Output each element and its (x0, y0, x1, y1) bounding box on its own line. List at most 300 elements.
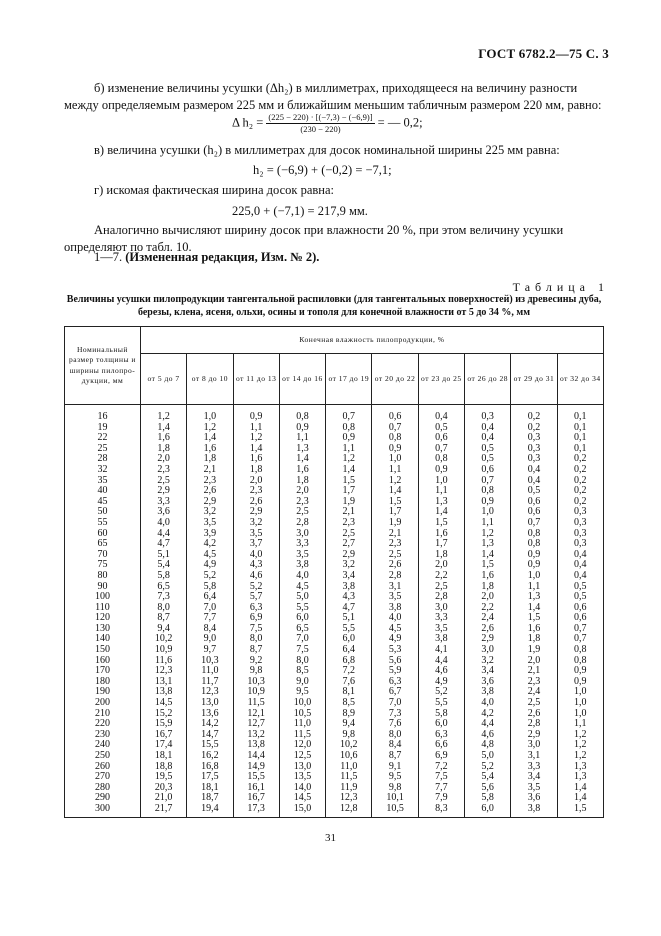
shrinkage-cell: 4,9 (187, 560, 233, 571)
shrinkage-cell: 2,3 (187, 476, 233, 487)
shrinkage-cell: 1,8 (233, 465, 279, 476)
shrinkage-cell: 0,9 (511, 550, 557, 561)
shrinkage-cell: 5,5 (326, 624, 372, 635)
shrinkage-cell: 17,5 (187, 772, 233, 783)
shrinkage-cell: 6,3 (233, 603, 279, 614)
shrinkage-cell: 1,5 (418, 518, 464, 529)
shrinkage-cell: 0,2 (511, 423, 557, 434)
shrinkage-cell: 0,6 (372, 405, 418, 423)
shrinkage-cell: 5,0 (279, 592, 325, 603)
shrinkage-cell: 6,4 (187, 592, 233, 603)
shrinkage-cell: 4,0 (279, 571, 325, 582)
shrinkage-cell: 0,4 (511, 465, 557, 476)
shrinkage-cell: 0,3 (511, 444, 557, 455)
shrinkage-cell: 9,4 (140, 624, 186, 635)
col-header-moisture: от 32 до 34 (557, 354, 603, 405)
shrinkage-cell: 10,9 (233, 687, 279, 698)
shrinkage-cell: 0,9 (418, 465, 464, 476)
col-header-moisture: от 17 до 19 (326, 354, 372, 405)
shrinkage-cell: 1,5 (372, 497, 418, 508)
shrinkage-cell: 21,7 (140, 804, 186, 817)
shrinkage-cell: 1,3 (465, 539, 511, 550)
shrinkage-cell: 5,8 (465, 793, 511, 804)
shrinkage-cell: 3,7 (233, 539, 279, 550)
shrinkage-cell: 13,8 (140, 687, 186, 698)
shrinkage-cell: 8,7 (140, 613, 186, 624)
shrinkage-cell: 8,0 (233, 634, 279, 645)
shrinkage-cell: 1,0 (511, 571, 557, 582)
shrinkage-cell: 15,0 (279, 804, 325, 817)
shrinkage-cell: 3,3 (279, 539, 325, 550)
shrinkage-cell: 1,4 (418, 507, 464, 518)
table-row (65, 444, 604, 455)
shrinkage-cell: 0,9 (465, 497, 511, 508)
shrinkage-cell: 4,0 (465, 698, 511, 709)
shrinkage-cell: 9,8 (372, 783, 418, 794)
shrinkage-cell: 4,0 (140, 518, 186, 529)
shrinkage-cell: 6,8 (326, 656, 372, 667)
shrinkage-cell: 2,5 (326, 529, 372, 540)
shrinkage-cell: 0,9 (557, 677, 603, 688)
shrinkage-cell: 2,5 (511, 698, 557, 709)
size-cell: 80 (65, 571, 141, 582)
table-row (65, 582, 604, 593)
shrinkage-cell: 6,0 (279, 613, 325, 624)
shrinkage-cell: 5,1 (140, 550, 186, 561)
shrinkage-cell: 12,8 (326, 804, 372, 817)
shrinkage-cell: 19,5 (140, 772, 186, 783)
shrinkage-cell: 10,1 (372, 793, 418, 804)
size-cell: 170 (65, 666, 141, 677)
table-row (65, 783, 604, 794)
shrinkage-cell: 3,0 (418, 603, 464, 614)
shrinkage-cell: 2,3 (326, 518, 372, 529)
formula-delta-rhs: = — 0,2; (374, 115, 423, 130)
shrinkage-cell: 7,7 (187, 613, 233, 624)
page-number: 31 (325, 832, 336, 844)
shrinkage-cell: 1,2 (557, 730, 603, 741)
shrinkage-cell: 1,5 (465, 560, 511, 571)
shrinkage-cell: 4,4 (140, 529, 186, 540)
shrinkage-cell: 7,7 (418, 783, 464, 794)
shrinkage-cell: 8,0 (279, 656, 325, 667)
shrinkage-cell: 16,7 (233, 793, 279, 804)
shrinkage-cell: 3,8 (465, 687, 511, 698)
shrinkage-cell: 1,7 (418, 539, 464, 550)
shrinkage-cell: 2,9 (511, 730, 557, 741)
size-cell: 290 (65, 793, 141, 804)
shrinkage-cell: 2,9 (465, 634, 511, 645)
shrinkage-cell: 11,7 (187, 677, 233, 688)
shrinkage-cell: 0,7 (326, 405, 372, 423)
shrinkage-cell: 10,5 (279, 709, 325, 720)
shrinkage-cell: 2,4 (465, 613, 511, 624)
col-header-moisture: от 20 до 22 (372, 354, 418, 405)
size-cell: 230 (65, 730, 141, 741)
shrinkage-cell: 0,9 (233, 405, 279, 423)
shrinkage-cell: 5,8 (187, 582, 233, 593)
shrinkage-cell: 5,5 (279, 603, 325, 614)
shrinkage-cell: 7,3 (140, 592, 186, 603)
shrinkage-cell: 8,9 (326, 709, 372, 720)
shrinkage-cell: 5,3 (372, 645, 418, 656)
shrinkage-cell: 2,9 (233, 507, 279, 518)
shrinkage-cell: 8,4 (187, 624, 233, 635)
shrinkage-cell: 0,1 (557, 405, 603, 423)
paragraph-g: г) искомая фактическая ширина досок равна: (94, 183, 335, 197)
shrinkage-cell: 2,2 (418, 571, 464, 582)
shrinkage-cell: 3,8 (279, 560, 325, 571)
shrinkage-cell: 2,9 (140, 486, 186, 497)
shrinkage-cell: 1,3 (557, 762, 603, 773)
shrinkage-cell: 8,4 (372, 740, 418, 751)
size-cell: 240 (65, 740, 141, 751)
formula-numerator: (225 − 220) · [(−7,3) − (−6,9)] (268, 112, 373, 122)
shrinkage-cell: 9,5 (372, 772, 418, 783)
shrinkage-cell: 0,2 (557, 476, 603, 487)
shrinkage-cell: 1,6 (465, 571, 511, 582)
shrinkage-cell: 7,2 (418, 762, 464, 773)
shrinkage-cell: 1,8 (187, 454, 233, 465)
shrinkage-cell: 5,2 (418, 687, 464, 698)
shrinkage-cell: 1,5 (326, 476, 372, 487)
shrinkage-cell: 1,1 (418, 486, 464, 497)
shrinkage-cell: 1,4 (557, 783, 603, 794)
table-row (65, 433, 604, 444)
shrinkage-cell: 6,4 (326, 645, 372, 656)
shrinkage-cell: 1,0 (418, 476, 464, 487)
shrinkage-cell: 11,9 (326, 783, 372, 794)
shrinkage-cell: 0,1 (557, 433, 603, 444)
shrinkage-cell: 0,8 (326, 423, 372, 434)
shrinkage-cell: 4,5 (187, 550, 233, 561)
shrinkage-cell: 1,1 (372, 465, 418, 476)
shrinkage-cell: 0,8 (279, 405, 325, 423)
size-cell: 150 (65, 645, 141, 656)
shrinkage-cell: 0,5 (557, 582, 603, 593)
shrinkage-cell: 1,0 (557, 687, 603, 698)
shrinkage-cell: 18,8 (140, 762, 186, 773)
shrinkage-cell: 2,6 (372, 560, 418, 571)
shrinkage-cell: 9,8 (233, 666, 279, 677)
shrinkage-cell: 16,7 (140, 730, 186, 741)
shrinkage-cell: 5,2 (465, 762, 511, 773)
shrinkage-cell: 0,4 (511, 476, 557, 487)
shrinkage-cell: 3,4 (326, 571, 372, 582)
shrinkage-cell: 15,9 (140, 719, 186, 730)
shrinkage-cell: 1,6 (187, 444, 233, 455)
size-cell: 16 (65, 405, 141, 423)
shrinkage-cell: 1,3 (279, 444, 325, 455)
shrinkage-cell: 1,9 (511, 645, 557, 656)
table-row (65, 634, 604, 645)
size-cell: 190 (65, 687, 141, 698)
shrinkage-cell: 2,0 (511, 656, 557, 667)
formula-denominator: (230 − 220) (300, 124, 341, 134)
document-header-code: ГОСТ 6782.2—75 С. 3 (478, 46, 609, 61)
size-cell: 280 (65, 783, 141, 794)
shrinkage-cell: 2,0 (465, 592, 511, 603)
shrinkage-cell: 4,9 (418, 677, 464, 688)
shrinkage-cell: 3,5 (418, 624, 464, 635)
col-header-moisture: от 14 до 16 (279, 354, 325, 405)
shrinkage-cell: 1,3 (511, 592, 557, 603)
shrinkage-cell: 9,2 (233, 656, 279, 667)
shrinkage-cell: 1,6 (511, 624, 557, 635)
shrinkage-cell: 7,5 (233, 624, 279, 635)
shrinkage-cell: 0,4 (557, 571, 603, 582)
shrinkage-cell: 9,5 (279, 687, 325, 698)
shrinkage-cell: 0,3 (465, 405, 511, 423)
shrinkage-cell: 1,8 (511, 634, 557, 645)
shrinkage-cell: 0,9 (372, 444, 418, 455)
table-row (65, 687, 604, 698)
shrinkage-cell: 4,6 (465, 730, 511, 741)
shrinkage-cell: 11,0 (326, 762, 372, 773)
shrinkage-cell: 0,4 (557, 550, 603, 561)
shrinkage-cell: 1,4 (511, 603, 557, 614)
shrinkage-cell: 3,2 (233, 518, 279, 529)
table-row (65, 571, 604, 582)
shrinkage-cell: 3,4 (465, 666, 511, 677)
shrinkage-cell: 3,6 (511, 793, 557, 804)
shrinkage-cell: 1,2 (187, 423, 233, 434)
shrinkage-cell: 0,1 (557, 444, 603, 455)
shrinkage-cell: 8,3 (418, 804, 464, 817)
shrinkage-cell: 10,9 (140, 645, 186, 656)
shrinkage-cell: 11,5 (233, 698, 279, 709)
shrinkage-cell: 0,6 (465, 465, 511, 476)
shrinkage-cell: 3,8 (326, 582, 372, 593)
shrinkage-cell: 2,6 (233, 497, 279, 508)
size-cell: 100 (65, 592, 141, 603)
paragraph-analog: Аналогично вычисляют ширину досок при влажности 20 %, при этом величину усушки определяют по табл. 10. (64, 223, 564, 254)
size-cell: 32 (65, 465, 141, 476)
size-cell: 130 (65, 624, 141, 635)
size-cell: 210 (65, 709, 141, 720)
shrinkage-cell: 13,8 (233, 740, 279, 751)
shrinkage-cell: 4,5 (372, 624, 418, 635)
shrinkage-cell: 1,8 (279, 476, 325, 487)
shrinkage-cell: 3,2 (187, 507, 233, 518)
shrinkage-cell: 0,8 (511, 529, 557, 540)
col-header-size: Номинальный размер толщины и ширины пилопро-дукции, мм (65, 327, 141, 405)
shrinkage-cell: 2,4 (511, 687, 557, 698)
table-row (65, 423, 604, 434)
table-row (65, 793, 604, 804)
col-header-moisture: от 26 до 28 (465, 354, 511, 405)
size-cell: 180 (65, 677, 141, 688)
shrinkage-cell: 0,9 (326, 433, 372, 444)
formula-delta-lhs: Δ h₂ = (232, 115, 267, 130)
shrinkage-cell: 1,1 (511, 582, 557, 593)
shrinkage-cell: 3,0 (279, 529, 325, 540)
table-row (65, 550, 604, 561)
table-row (65, 645, 604, 656)
table-row (65, 698, 604, 709)
shrinkage-cell: 5,4 (465, 772, 511, 783)
shrinkage-cell: 4,0 (233, 550, 279, 561)
shrinkage-cell: 2,1 (187, 465, 233, 476)
shrinkage-cell: 3,4 (511, 772, 557, 783)
shrinkage-cell: 11,6 (140, 656, 186, 667)
table-row (65, 709, 604, 720)
shrinkage-cell: 3,5 (511, 783, 557, 794)
shrinkage-cell: 1,3 (557, 772, 603, 783)
shrinkage-cell: 12,3 (140, 666, 186, 677)
size-cell: 75 (65, 560, 141, 571)
shrinkage-cell: 0,8 (557, 645, 603, 656)
shrinkage-cell: 0,4 (418, 405, 464, 423)
shrinkage-cell: 10,2 (140, 634, 186, 645)
table-caption: Величины усушки пилопродукции тангентальной распиловки (для тангентальных поверхностей) из древесины дуба, березы, клена, ясеня, ольхи, осины и тополя для конечной влажности от 5 до 34 %, мм (66, 294, 602, 318)
table-row (65, 603, 604, 614)
shrinkage-cell: 1,4 (187, 433, 233, 444)
shrinkage-cell: 5,2 (187, 571, 233, 582)
table-row (65, 666, 604, 677)
shrinkage-cell: 2,5 (372, 550, 418, 561)
paragraph-b: б) изменение величины усушки (Δh₂) в миллиметрах, приходящееся на величину разности между определяемым размером 225 мм и ближайшим меньшим табличным размером 220 мм, равно: (64, 81, 602, 112)
shrinkage-cell: 16,2 (187, 751, 233, 762)
shrinkage-cell: 1,2 (233, 433, 279, 444)
shrinkage-cell: 9,7 (187, 645, 233, 656)
shrinkage-cell: 12,7 (233, 719, 279, 730)
col-header-moisture: от 23 до 25 (418, 354, 464, 405)
shrinkage-cell: 14,2 (187, 719, 233, 730)
shrinkage-cell: 1,7 (326, 486, 372, 497)
table-row (65, 762, 604, 773)
shrinkage-cell: 3,8 (511, 804, 557, 817)
formula-width: 225,0 + (−7,1) = 217,9 мм. (232, 204, 368, 218)
shrinkage-cell: 2,3 (140, 465, 186, 476)
shrinkage-cell: 1,2 (326, 454, 372, 465)
shrinkage-cell: 5,4 (140, 560, 186, 571)
shrinkage-cell: 1,4 (233, 444, 279, 455)
shrinkage-cell: 0,7 (511, 518, 557, 529)
size-cell: 45 (65, 497, 141, 508)
note-prefix: 1—7. (94, 250, 126, 264)
table-row (65, 497, 604, 508)
shrinkage-cell: 1,6 (418, 529, 464, 540)
shrinkage-cell: 1,1 (326, 444, 372, 455)
shrinkage-cell: 1,9 (326, 497, 372, 508)
table-row (65, 677, 604, 688)
table-body (65, 405, 604, 818)
shrinkage-cell: 1,0 (557, 698, 603, 709)
shrinkage-cell: 0,5 (511, 486, 557, 497)
shrinkage-cell: 0,6 (418, 433, 464, 444)
size-cell: 200 (65, 698, 141, 709)
size-cell: 19 (65, 423, 141, 434)
shrinkage-cell: 3,6 (465, 677, 511, 688)
shrinkage-cell: 2,0 (418, 560, 464, 571)
shrinkage-cell: 18,7 (187, 793, 233, 804)
size-cell: 55 (65, 518, 141, 529)
shrinkage-cell: 3,0 (465, 645, 511, 656)
shrinkage-cell: 4,9 (372, 634, 418, 645)
shrinkage-cell: 1,1 (233, 423, 279, 434)
shrinkage-cell: 0,7 (418, 444, 464, 455)
shrinkage-cell: 1,5 (511, 613, 557, 624)
shrinkage-table (64, 326, 604, 818)
size-cell: 35 (65, 476, 141, 487)
shrinkage-cell: 11,0 (279, 719, 325, 730)
table-label: Таблица 1 (512, 280, 609, 294)
shrinkage-cell: 7,6 (372, 719, 418, 730)
shrinkage-cell: 1,2 (557, 740, 603, 751)
shrinkage-cell: 0,7 (557, 634, 603, 645)
shrinkage-cell: 2,3 (372, 539, 418, 550)
shrinkage-cell: 1,4 (465, 550, 511, 561)
shrinkage-cell: 10,3 (233, 677, 279, 688)
shrinkage-cell: 3,2 (326, 560, 372, 571)
shrinkage-cell: 5,8 (140, 571, 186, 582)
shrinkage-cell: 2,6 (187, 486, 233, 497)
shrinkage-cell: 3,2 (465, 656, 511, 667)
col-header-moisture: от 11 до 13 (233, 354, 279, 405)
shrinkage-cell: 0,2 (557, 465, 603, 476)
shrinkage-cell: 1,4 (279, 454, 325, 465)
shrinkage-cell: 0,9 (557, 666, 603, 677)
shrinkage-cell: 6,0 (465, 804, 511, 817)
formula-fraction (266, 112, 374, 135)
shrinkage-cell: 13,0 (187, 698, 233, 709)
shrinkage-cell: 11,5 (279, 730, 325, 741)
shrinkage-cell: 2,5 (418, 582, 464, 593)
col-header-moisture: от 8 до 10 (187, 354, 233, 405)
shrinkage-cell: 7,5 (279, 645, 325, 656)
shrinkage-cell: 12,3 (187, 687, 233, 698)
shrinkage-cell: 2,6 (511, 709, 557, 720)
formula-delta-h2 (232, 112, 423, 135)
shrinkage-cell: 0,7 (557, 624, 603, 635)
shrinkage-cell: 4,2 (187, 539, 233, 550)
size-cell: 220 (65, 719, 141, 730)
shrinkage-cell: 0,5 (465, 444, 511, 455)
shrinkage-cell: 1,1 (279, 433, 325, 444)
shrinkage-cell: 8,7 (372, 751, 418, 762)
shrinkage-cell: 16,8 (187, 762, 233, 773)
shrinkage-cell: 14,7 (187, 730, 233, 741)
shrinkage-cell: 0,8 (418, 454, 464, 465)
shrinkage-cell: 18,1 (187, 783, 233, 794)
shrinkage-cell: 13,1 (140, 677, 186, 688)
shrinkage-cell: 9,4 (326, 719, 372, 730)
size-cell: 50 (65, 507, 141, 518)
shrinkage-cell: 1,6 (233, 454, 279, 465)
shrinkage-cell: 18,1 (140, 751, 186, 762)
shrinkage-cell: 1,0 (465, 507, 511, 518)
shrinkage-cell: 3,8 (372, 603, 418, 614)
shrinkage-cell: 15,5 (187, 740, 233, 751)
shrinkage-cell: 2,3 (233, 486, 279, 497)
shrinkage-cell: 0,3 (511, 454, 557, 465)
shrinkage-cell: 3,5 (233, 529, 279, 540)
shrinkage-cell: 0,6 (557, 613, 603, 624)
shrinkage-cell: 8,7 (233, 645, 279, 656)
shrinkage-cell: 3,5 (372, 592, 418, 603)
shrinkage-cell: 2,3 (511, 677, 557, 688)
shrinkage-cell: 1,0 (187, 405, 233, 423)
shrinkage-cell: 2,3 (279, 497, 325, 508)
size-cell: 90 (65, 582, 141, 593)
shrinkage-cell: 13,5 (279, 772, 325, 783)
shrinkage-cell: 6,0 (418, 719, 464, 730)
shrinkage-cell: 4,3 (326, 592, 372, 603)
shrinkage-cell: 1,4 (372, 486, 418, 497)
shrinkage-cell: 4,6 (418, 666, 464, 677)
shrinkage-cell: 0,8 (372, 433, 418, 444)
